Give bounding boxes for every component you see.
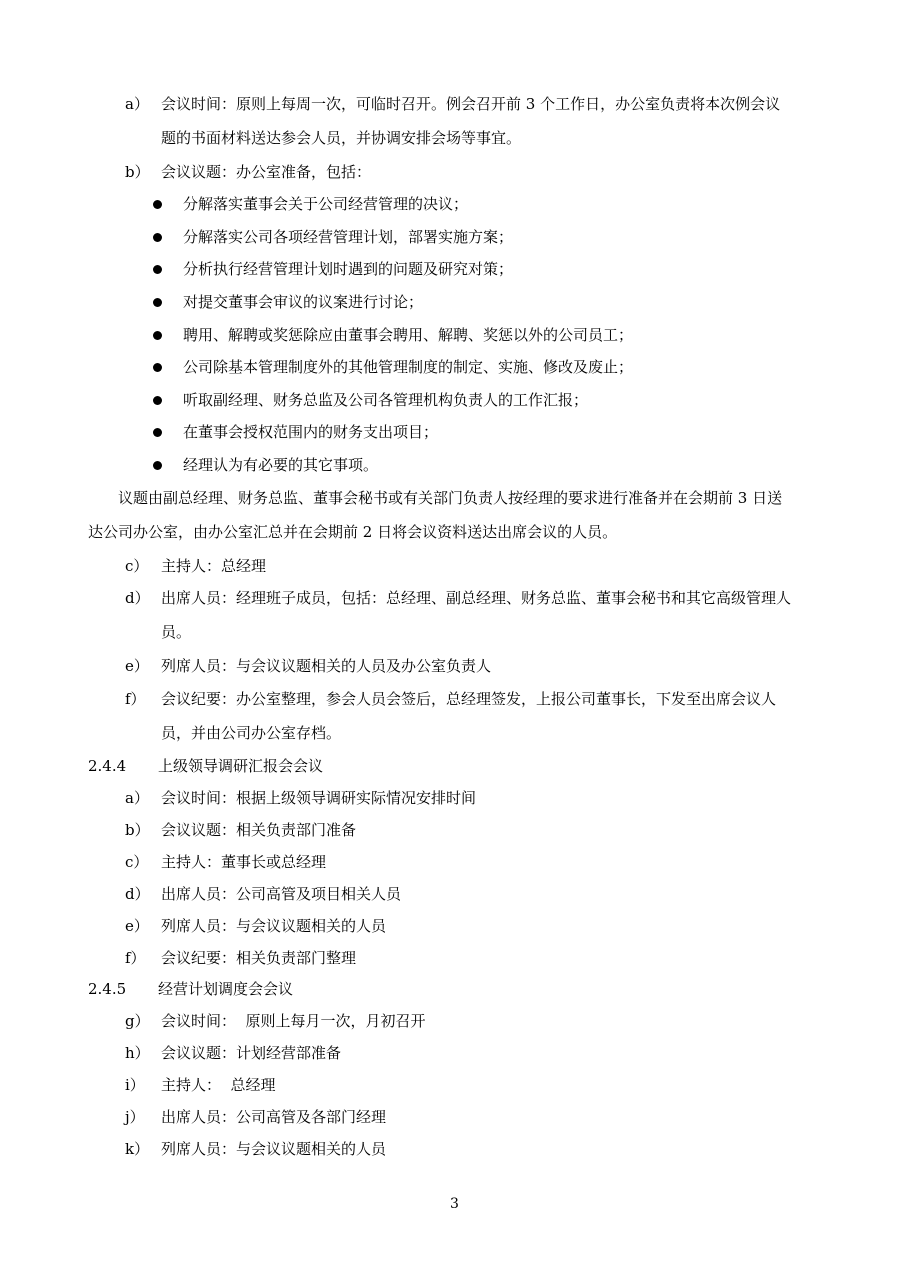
bullet-dot-icon <box>153 396 162 405</box>
item-label: k） <box>125 1140 150 1158</box>
item-text: 主持人：总经理 <box>161 557 267 575</box>
bullet-dot-icon <box>153 331 162 340</box>
item-label: g） <box>125 1012 150 1030</box>
item-text: 会议时间： 原则上每月一次，月初召开 <box>161 1012 426 1030</box>
item-label: c） <box>125 557 149 575</box>
bullet-text: 分析执行经营管理计划时遇到的问题及研究对策； <box>183 260 514 278</box>
bullet-dot-icon <box>153 233 162 242</box>
item-label: b） <box>125 821 150 839</box>
item-text: 主持人：董事长或总经理 <box>161 853 327 871</box>
item-text: 出席人员：公司高管及项目相关人员 <box>161 885 402 903</box>
item-label: f） <box>125 949 146 967</box>
bullet-text: 公司除基本管理制度外的其他管理制度的制定、实施、修改及废止； <box>183 358 634 376</box>
page-number: 3 <box>450 1196 459 1212</box>
list-item-f-continuation: 员，并由公司办公室存档。 <box>161 724 342 742</box>
item-text: 列席人员：与会议议题相关的人员 <box>161 917 387 935</box>
bullet-text: 聘用、解聘或奖惩除应由董事会聘用、解聘、奖惩以外的公司员工； <box>183 326 634 344</box>
item-label: a） <box>125 95 149 113</box>
paragraph-line-1: 议题由副总经理、财务总监、董事会秘书或有关部门负责人按经理的要求进行准备并在会期前 3 日送 <box>118 489 783 507</box>
bullet-dot-icon <box>153 298 162 307</box>
item-text: 列席人员：与会议议题相关的人员 <box>161 1140 387 1158</box>
item-text-continued: 题的书面材料送达参会人员，并协调安排会场等事宜。 <box>161 129 522 147</box>
item-text: 会议议题：办公室准备，包括： <box>161 163 372 181</box>
item-text: 会议议题：相关负责部门准备 <box>161 821 357 839</box>
item-label: a） <box>125 789 149 807</box>
item-label: h） <box>125 1044 150 1062</box>
item-text: 会议纪要：相关负责部门整理 <box>161 949 357 967</box>
bullet-dot-icon <box>153 265 162 274</box>
item-text: 出席人员：经理班子成员，包括：总经理、副总经理、财务总监、董事会秘书和其它高级管理人 <box>161 589 792 607</box>
section-number: 2.4.4 <box>88 757 127 775</box>
section-number: 2.4.5 <box>88 980 127 998</box>
item-label: d） <box>125 589 150 607</box>
item-label: e） <box>125 917 149 935</box>
item-label: c） <box>125 853 149 871</box>
bullet-text: 经理认为有必要的其它事项。 <box>183 456 379 474</box>
item-text: 出席人员：公司高管及各部门经理 <box>161 1108 387 1126</box>
section-title: 上级领导调研汇报会会议 <box>158 757 324 775</box>
bullet-dot-icon <box>153 200 162 209</box>
item-text: 会议时间：根据上级领导调研实际情况安排时间 <box>161 789 477 807</box>
item-label: f） <box>125 690 146 708</box>
section-title: 经营计划调度会会议 <box>158 980 294 998</box>
list-item-d-continuation: 员。 <box>161 623 192 641</box>
bullet-text: 听取副经理、财务总监及公司各管理机构负责人的工作汇报； <box>183 391 589 409</box>
paragraph-line-2: 达公司办公室，由办公室汇总并在会期前 2 日将会议资料送达出席会议的人员。 <box>88 523 618 541</box>
item-text: 会议纪要：办公室整理，参会人员会签后，总经理签发，上报公司董事长，下发至出席会议人 <box>161 690 777 708</box>
item-label: e） <box>125 657 149 675</box>
bullet-text: 对提交董事会审议的议案进行讨论； <box>183 293 424 311</box>
item-label: b） <box>125 163 150 181</box>
bullet-dot-icon <box>153 363 162 372</box>
bullet-dot-icon <box>153 428 162 437</box>
item-text: 主持人： 总经理 <box>161 1076 276 1094</box>
bullet-text: 在董事会授权范围内的财务支出项目； <box>183 423 439 441</box>
bullet-dot-icon <box>153 461 162 470</box>
bullet-text: 分解落实公司各项经营管理计划，部署实施方案； <box>183 228 514 246</box>
item-label: j） <box>125 1108 145 1126</box>
item-label: d） <box>125 885 150 903</box>
item-text: 会议议题：计划经营部准备 <box>161 1044 342 1062</box>
item-text: 列席人员：与会议议题相关的人员及办公室负责人 <box>161 657 492 675</box>
item-label: i） <box>125 1076 145 1094</box>
item-text: 会议时间：原则上每周一次，可临时召开。例会召开前 3 个工作日，办公室负责将本次例会议 <box>161 95 781 113</box>
list-item-a-continuation <box>161 128 521 148</box>
bullet-text: 分解落实董事会关于公司经营管理的决议； <box>183 195 469 213</box>
